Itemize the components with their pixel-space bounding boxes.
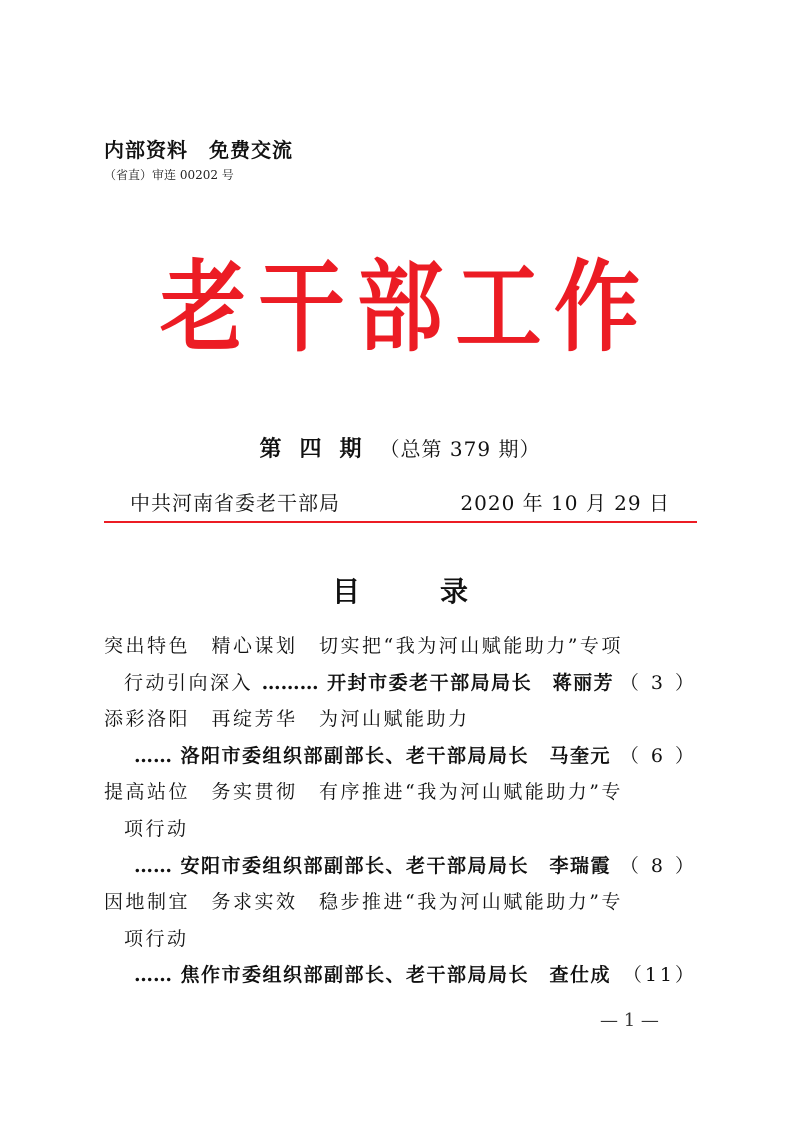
- issue-total: （总第 379 期）: [379, 437, 541, 461]
- toc-entry-title[interactable]: 提高站位 务实贯彻 有序推进“我为河山赋能助力”专: [104, 781, 623, 804]
- toc-author: 焦作市委组织部副部长、老干部局局长 查仕成: [180, 964, 612, 987]
- toc-entry-title[interactable]: 添彩洛阳 再绽芳华 为河山赋能助力: [104, 708, 470, 731]
- toc-page-number: （ 8 ）: [619, 854, 697, 877]
- toc-entry-title[interactable]: 因地制宜 务求实效 稳步推进“我为河山赋能助力”专: [104, 891, 623, 914]
- toc-entry-title[interactable]: 突出特色 精心谋划 切实把“我为河山赋能助力”专项: [104, 635, 623, 657]
- toc-heading-left: 目: [331, 575, 360, 608]
- masthead-char: 老: [160, 250, 246, 365]
- toc-entry-author-line[interactable]: [104, 738, 697, 775]
- registration-number: （省直）审连 00202 号: [104, 168, 234, 182]
- toc-entry-continuation[interactable]: [104, 665, 697, 702]
- publication-date: 2020 年 10 月 29 日: [460, 491, 670, 515]
- toc-page-number: （ 6 ）: [619, 744, 697, 767]
- publisher: 中共河南省委老干部局: [130, 491, 340, 515]
- issue-main: 第四期: [259, 436, 380, 462]
- table-of-contents: [104, 628, 697, 994]
- masthead-char: 干: [258, 250, 345, 365]
- toc-title-line: 行动引向深入: [124, 671, 254, 694]
- toc-leader: ……: [134, 964, 172, 987]
- toc-entry-continuation[interactable]: 项行动: [124, 927, 189, 950]
- page-number: — 1 —: [600, 1010, 659, 1031]
- toc-author: 开封市委老干部局局长 蒋丽芳: [327, 671, 615, 694]
- toc-author: 洛阳市委组织部副部长、老干部局局长 马奎元: [180, 744, 612, 767]
- toc-heading-right: 录: [440, 575, 469, 608]
- toc-entry-continuation[interactable]: 项行动: [124, 817, 189, 840]
- masthead-char: 工: [455, 250, 542, 365]
- toc-entry-author-line[interactable]: [104, 848, 697, 885]
- masthead-char: 部: [357, 250, 443, 365]
- toc-page-number: （ 3 ）: [619, 671, 697, 694]
- toc-entry-author-line[interactable]: [104, 957, 697, 994]
- issue-number: [0, 432, 800, 463]
- red-divider: [104, 521, 697, 523]
- toc-leader: ……: [134, 854, 172, 877]
- toc-leader: ………: [261, 671, 319, 694]
- toc-heading: [0, 570, 800, 610]
- masthead-title: [160, 250, 640, 365]
- internal-use-label: 内部资料 免费交流: [104, 138, 293, 162]
- toc-leader: ……: [134, 744, 172, 767]
- masthead-char: 作: [554, 250, 640, 365]
- toc-author: 安阳市委组织部副部长、老干部局局长 李瑞霞: [180, 854, 612, 877]
- toc-page-number: （11）: [622, 964, 697, 987]
